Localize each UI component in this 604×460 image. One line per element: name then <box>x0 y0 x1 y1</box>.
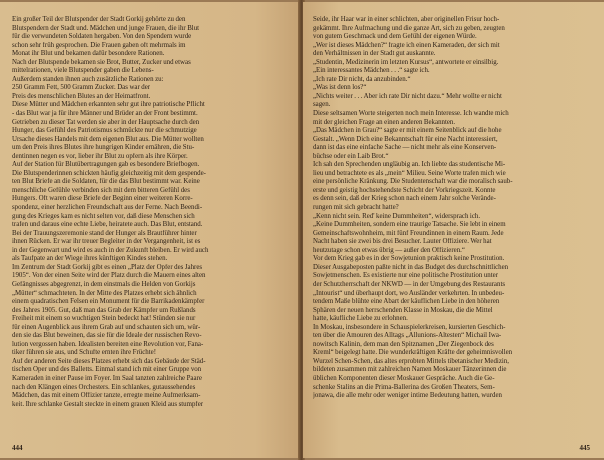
text-line: ten Blut Briefe an die Soldaten, für die das Blut bestimmt war. Keine <box>12 178 200 186</box>
text-line: „Kenn nicht sein. Red' keine Dummheiten“, widersprach ich. <box>313 212 481 220</box>
text-line: tiker führen sie aus, und Schufte ernten ihre Früchte! <box>12 349 157 357</box>
text-line: Die Blutspenderinnen schickten häufig gleichzeitig mit dem gespende- <box>12 169 206 177</box>
text-line: „Mütter“ schmachteten. In der Mitte des Platzes erhebt sich ähnlich <box>12 289 197 297</box>
text-line: „Studentin, Medizinerin im letzten Kursus“, antwortete er einsilbig. <box>313 58 499 66</box>
text-line: für einen Augenblick aus ihrem Grab auf und schauten sich um, wür- <box>12 323 201 331</box>
text-line: „Nichts weiter . . . Aber ich rate Dir nicht dazu.“ Mehr wollte er nicht <box>313 92 502 100</box>
text-line: der Schutzherrschaft der NKWD — in der Umgebung des Restaurants <box>313 280 506 288</box>
right-page-text <box>313 16 594 401</box>
text-line: Sphären der neuen herrschenden Klasse in Moskau, die die Mittel <box>313 306 493 314</box>
text-line: eine persönliche Kränkung. Die Studentenschaft war die moralisch saub- <box>313 178 513 186</box>
text-line: Im Zentrum der Stadt Gorkij gibt es einen „Platz der Opfer des Jahres <box>12 263 203 271</box>
text-line: tischen Oper und des Balletts. Einmal stand ich mit einer Gruppe von <box>12 366 202 374</box>
text-line: schenke Stalins an die Prima-Ballerina des Großen Theaters, Sem- <box>313 383 495 391</box>
text-line: Diese seltsamen Worte steigerten noch mein Interesse. Ich wandte mich <box>313 110 509 118</box>
text-line: Blutspendern der Stadt und. Mädchen und junge Frauen, die ihr Blut <box>12 24 200 32</box>
text-line: mittelrationen, viele Blutspender gaben die Lebens- <box>12 67 154 75</box>
text-line: keit. Ihre schlanke Gestalt steckte in einem grauen Kleid aus stumpfer <box>12 400 204 408</box>
text-line: erste und geistig hochstehendste Schicht der Vorkriegszeit. Konnte <box>313 186 496 194</box>
text-line: menschliche Gefühle verbinden sich mit dem bitteren Gefühl des <box>12 186 190 194</box>
text-line: lieu und betrachtete es als „mein“ Milieu. Seine Worte trafen mich wie <box>313 169 506 177</box>
text-line: dann ist das eine einfache Sache — nicht mehr als eine Konserven- <box>313 144 497 152</box>
text-line: es denn sein, daß der Krieg schon nach einem Jahr solche Verände- <box>313 195 496 203</box>
text-line: „Ein interessantes Mädchen . . .“ sagte ich. <box>313 67 430 75</box>
text-line: Kameraden in einer Pause im Foyer. Im Saal tanzten zahlreiche Paare <box>12 374 202 382</box>
text-line: sagen. <box>313 101 331 109</box>
text-line: Sowjetmenschen. Es existierte nur eine politische Prostitution unter <box>313 272 498 280</box>
text-line: nowitsch Kalinin, dem man den Spitznamen „Der Ziegenbock des <box>313 340 494 348</box>
text-line: Gemeinschaftswohnheim, mit fünf Freundinnen in einem Raum. Jede <box>313 229 504 237</box>
text-line: lution vergossen haben. Idealisten bereiten eine Revolution vor, Fana- <box>12 340 204 348</box>
left-page-text <box>12 16 292 409</box>
text-line: „Wer ist dieses Mädchen?“ fragte ich einen Kameraden, der sich mit <box>313 41 500 49</box>
text-line: hatte, käufliche Liebe zu erlohnen. <box>313 315 408 323</box>
text-line: Mädchen, das mit einem Offizier tanzte, erregte meine Aufmerksam- <box>12 392 201 400</box>
text-line: ten über die Amouren des Alltags „Allunions-Ältesten“ Michail Iwa- <box>313 332 502 340</box>
text-line: gung des Krieges kam es nicht selten vor, daß diese Menschen sich <box>12 212 195 220</box>
text-line: jonawa, die alle mehr oder weniger intime Bedeutung hatten, wurden <box>313 392 502 400</box>
text-line: Nach der Blutspende bekamen sie Brot, Butter, Zucker und etwas <box>12 58 191 66</box>
text-line: Monat ihr Blut und bekamen dafür besondere Rationen. <box>12 50 165 58</box>
text-line: bildeten zusammen mit zahlreichen Namen Moskauer Tänzerinnen die <box>313 366 507 374</box>
text-line: Diese Mütter und Mädchen erkannten sehr gut ihre patriotische Pflicht <box>12 101 205 109</box>
text-line: gekämmt. Ihre Aufmachung und die ganze Art, sich zu geben, zeugten <box>313 24 505 32</box>
text-line: Gestalt. „Wenn Dich eine Bekanntschaft für eine Nacht interessiert, <box>313 135 498 143</box>
text-line: heutzutage schon etwas übrig — außer den Offizieren.“ <box>313 246 465 254</box>
text-line: „Das Mädchen in Grau?“ sagte er mit einem Seitenblick auf die hohe <box>313 127 502 135</box>
text-line: Ein großer Teil der Blutspender der Stadt Gorkij gehörte zu den <box>12 16 186 23</box>
text-line: Auf der anderen Seite dieses Platzes erhebt sich das Gebäude der Städ- <box>12 357 206 365</box>
text-line: rungen mit sich gebracht hatte? <box>313 204 399 212</box>
left-page-number: 444 <box>12 444 23 452</box>
text-line: - das Blut war ja für ihre Männer und Brüder an der Front bestimmt. <box>12 110 198 118</box>
text-line: einem quadratischen Felsen ein Monument für die Barrikadenkämpfer <box>12 298 205 306</box>
text-line: tendem Maße blühte eine Abart der käuflichen Liebe in den höheren <box>313 298 500 306</box>
right-page <box>303 2 604 458</box>
text-line: Seide, ihr Haar war in einer schlichten, aber originellen Frisur hoch- <box>313 16 500 23</box>
text-line: Auf der Station für Blutübertragungen gab es besondere Briefbogen. <box>12 161 200 169</box>
text-line: Getrieben zu dieser Tat werden sie aber in der Hauptsache durch den <box>12 118 200 126</box>
text-line: um den Preis ihres Blutes ihre hungrigen Kinder ernähren, die Stu- <box>12 144 195 152</box>
text-line: schon sehr früh gesprochen. Die Frauen gaben oft mehrmals im <box>12 41 186 49</box>
text-line: nach den Klängen eines Orchesters. Ein schlankes, gutaussehendes <box>12 383 196 391</box>
text-line: Bei der Trauungszeremonie stand der Hunger als Brautführer hinter <box>12 229 197 237</box>
text-line: Kreml“ beigelegt hatte. Die wunderkräftigen Kräfte der geheimnisvollen <box>313 349 513 357</box>
text-line: 250 Gramm Fett, 500 Gramm Zucker. Das war der <box>12 84 151 92</box>
text-line: den sie das Blut beweinen, das sie für die Ideale der russischen Revo- <box>12 332 202 340</box>
text-line: üblichen Komponenten dieser Moskauer Gespräche. Auch die Ge- <box>313 374 495 382</box>
text-line: „Keine Dummheiten, sondern eine traurige Tatsache. Sie lebt in einem <box>313 221 506 229</box>
text-line: Hunger, das Gefühl des Patriotismus schmückte nur die schmutzige <box>12 127 197 135</box>
text-line: Preis des menschlichen Blutes an der Heimatfront. <box>12 92 151 100</box>
text-line: Ursache dieses Handels mit dem eigenen Blut aus. Die Mütter wollten <box>12 135 204 143</box>
text-line: Dieser Ausgabeposten paßte nicht in das Budget des durchschnittlichen <box>313 263 509 271</box>
text-line: den Verhältnissen in der Stadt gut auskannte. <box>313 50 436 58</box>
text-line: „Ich rate Dir nicht, da anzubinden.“ <box>313 75 411 83</box>
text-line: Hungers. Oft waren diese Briefe der Beginn einer weiteren Korre- <box>12 195 193 203</box>
text-line: büchse oder ein Laib Brot.“ <box>313 152 389 160</box>
text-line: „Was ist denn los?“ <box>313 84 367 92</box>
text-line: von gutem Geschmack und dem Gefühl der eigenen Würde. <box>313 33 477 41</box>
text-line: 1905“. Von der einen Seite wird der Platz durch die Mauern eines alten <box>12 272 206 280</box>
text-line: Gefängnisses abgegrenzt, in dem einstmals die Helden von Gorkijs <box>12 280 196 288</box>
text-line: ihnen Rücken. Er war ihr treuer Begleiter in der Vergangenheit, ist es <box>12 238 201 246</box>
text-line: mit der gleichen Frage an einen anderen Bekannten. <box>313 118 456 126</box>
text-line: Vor dem Krieg gab es in der Sowjetunion praktisch keine Prostitution. <box>313 255 505 263</box>
text-line: des Jahres 1905. Gut, daß man das Grab der Kämpfer um Rußlands <box>12 306 196 314</box>
text-line: Nacht haben sie zwei bis drei Besucher. Lauter Offiziere. Wer hat <box>313 238 492 246</box>
text-line: spondenz, einer herzlichen Freundschaft aus der Ferne. Nach Beendi- <box>12 204 203 212</box>
text-line: „Intourist“ und überhaupt dort, wo Ausländer verkehrten. In unbedeu- <box>313 289 505 297</box>
text-line: Ich sah den Sprechenden ungläubig an. Ich liebte das studentische Mi- <box>313 161 506 169</box>
text-line: in der Gegenwart und wird es auch in der Zukunft bleiben. Er wird auch <box>12 246 209 254</box>
text-line: trafen und daraus eine echte Liebe, heiratete auch. Das Blut, entstand. <box>12 221 203 229</box>
text-line: Wurzel Schen-Schen, das altes erprobten Mittels tibetanischer Medizin, <box>313 357 509 365</box>
text-line: als Taufpate an der Wiege ihres künftigen Kindes stehen. <box>12 255 168 263</box>
text-line: für die verwundeten Soldaten hergaben. Von den Spendern wurde <box>12 33 192 41</box>
text-line: Außerdem standen ihnen auch zusätzliche Rationen zu: <box>12 75 164 83</box>
text-line: dentinnen negen es vor, lieber ihr Blut zu opfern als ihre Körper. <box>12 152 188 160</box>
left-page <box>0 2 300 458</box>
text-line: Freiheit mit einem so wuchtigen Stein bedeckt hat! Stünden sie nur <box>12 315 196 323</box>
right-page-number: 445 <box>579 444 590 452</box>
text-line: In Moskau, insbesondere in Schauspielerkreisen, kursierten Geschich- <box>313 323 506 331</box>
